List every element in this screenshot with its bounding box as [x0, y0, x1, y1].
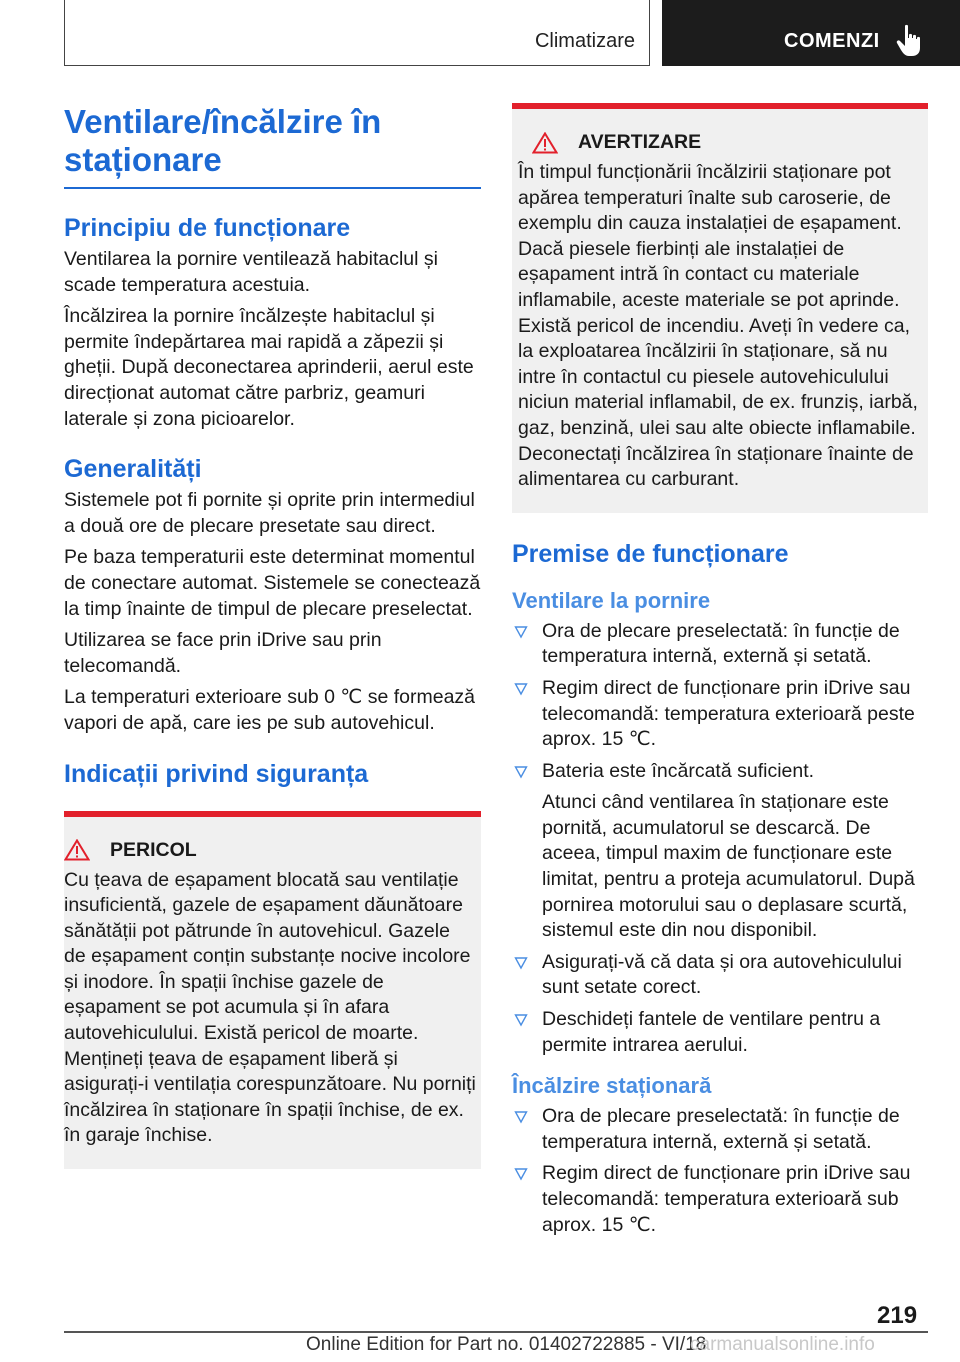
list-item: Ora de plecare preselectată: în funcție de temperatura internă, externă și setată.	[512, 619, 928, 670]
generalitati-paragraph-1: Sistemele pot fi pornite și oprite prin intermediul a două ore de plecare presetate sau direct.	[64, 489, 475, 537]
warning-triangle-icon	[532, 132, 558, 154]
list-item: Ora de plecare preselectată: în funcție de temperatura internă, externă și setată.	[512, 1104, 928, 1155]
header-chapter-box	[662, 0, 960, 66]
generalitati-paragraph-2: Pe baza temperaturii este determinat momentul de conectare automat. Sistemele se conectează la timp înainte de timpul de plecare preselectat.	[64, 546, 481, 620]
heading-incalzire: Încălzire staționară	[512, 1073, 712, 1099]
header-chapter-title: COMENZI	[784, 30, 880, 52]
heading-siguranta: Indicații privind siguranța	[64, 759, 369, 788]
bullet-triangle-icon	[514, 1110, 528, 1124]
bullet-triangle-icon	[514, 956, 528, 970]
list-item: Regim direct de funcționare prin iDrive sau telecomandă: temperatura exterioară sub aprox. 15 ℃.	[512, 1161, 928, 1238]
principiu-paragraph-2: Încălzirea la pornire încălzește habitaclul și permite îndepărtarea mai rapidă a zăpezii și gheții. După deconectarea aprinderii, aerul este direcționat automat către parbriz, geamuri laterale și zona picioarelor.	[64, 305, 474, 430]
list-item: Asigurați-vă că data și ora autovehiculului sunt setate corect.	[512, 950, 928, 1001]
bullet-triangle-icon	[514, 625, 528, 639]
battery-note: Atunci când ventilarea în staționare este pornită, acumulatorul se descarcă. De aceea, timpul maxim de funcționare este limitat, pentru a proteja acumulatorul. După pornirea motorului sau o deplasare scurtă, sistemul este din nou disponibil.	[542, 791, 915, 942]
danger-box	[64, 811, 481, 1170]
heading-generalitati: Generalități	[64, 455, 202, 484]
list-item: Regim direct de funcționare prin iDrive sau telecomandă: temperatura exterioară peste aprox. 15 ℃.	[512, 676, 928, 753]
footer-rule	[64, 1331, 928, 1333]
bullet-triangle-icon	[514, 1013, 528, 1027]
warning-text: În timpul funcționării încălzirii staționare pot apărea temperaturi înalte sub caroserie, de exemplu din cauza instalației de eșapament. Dacă piesele fierbinți ale instalației de eșapament intră în contact cu materiale inflamabile, aceste materiale se pot aprinde. Există pericol de incendiu. Aveți în vedere ca, la exploatarea încălzirii în staționare, să nu intre în contactul cu piesele autovehiculului niciun material inflamabil, de ex. frunziș, iarbă, gaz, benzină, ulei sau alte obiecte inflamabile. Deconectați încălzirea în staționare înainte de alimentarea cu carburant.	[518, 161, 918, 491]
warning-box	[512, 103, 928, 513]
incalzire-list	[512, 1104, 928, 1238]
principiu-paragraph-1: Ventilarea la pornire ventilează habitaclul și scade temperatura acestuia.	[64, 248, 438, 296]
right-column	[512, 103, 928, 1246]
heading-principiu: Principiu de funcționare	[64, 214, 351, 242]
page-title: Ventilare/încălzire în staționare	[64, 103, 382, 178]
bullet-triangle-icon	[514, 1167, 528, 1181]
warning-triangle-icon	[64, 839, 90, 861]
bullet-triangle-icon	[514, 765, 528, 779]
page-number: 219	[877, 1302, 918, 1329]
header-section-box	[64, 0, 650, 66]
footer-watermark: carmanualsonline.info	[690, 1334, 875, 1355]
bullet-triangle-icon	[514, 682, 528, 696]
generalitati-paragraph-3: Utilizarea se face prin iDrive sau prin telecomandă.	[64, 629, 382, 677]
left-column	[64, 103, 481, 1169]
list-item: Bateria este încărcată suficient. Atunci când ventilarea în staționare este pornită, acumulatorul se descarcă. De aceea, timpul maxim de funcționare este limitat, pentru a proteja acumulatorul. După pornirea motorului sau o deplasare scurtă, sistemul este din nou disponibil.	[512, 759, 928, 944]
danger-title: PERICOL	[64, 839, 477, 862]
ventilare-list	[512, 619, 928, 1059]
pointing-hand-icon	[896, 24, 926, 58]
warning-title: AVERTIZARE	[518, 131, 924, 154]
danger-text: Cu țeava de eșapament blocată sau ventilație insuficientă, gazele de eșapament dăunătoare sănătății pot pătrunde în autovehicul. Gazele de eșapament conțin substanțe nocive incolore și inodore. În spații închise gazele de eșapament se pot acumula și în afara autovehiculului. Există pericol de moarte. Mențineți țeava de eșapament liberă și asigurați-i ventilația corespunzătoare. Nu porniți încălzirea în staționare în spații închise, de ex. în garaje închise.	[64, 868, 476, 1147]
heading-premise: Premise de funcționare	[512, 539, 789, 568]
title-rule	[64, 187, 481, 189]
heading-ventilare: Ventilare la pornire	[512, 587, 711, 613]
list-item: Deschideți fantele de ventilare pentru a permite intrarea aerului.	[512, 1007, 928, 1058]
generalitati-paragraph-4: La temperaturi exterioare sub 0 ℃ se formează vapori de apă, care ies pe sub autovehicul.	[64, 686, 476, 734]
header-section-title: Climatizare	[534, 30, 635, 52]
footer-edition: Online Edition for Part no. 01402722885 - VI/18	[306, 1334, 707, 1355]
